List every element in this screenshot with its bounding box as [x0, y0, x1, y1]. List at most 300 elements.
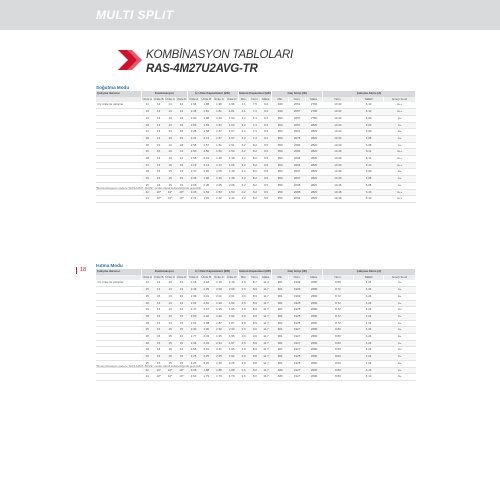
table-cell: 13 [179, 169, 184, 174]
table-cell: 1927 [293, 334, 301, 339]
table-cell: 2.58 [190, 156, 197, 161]
condition-cell [96, 347, 142, 354]
col-energy-class: Enerji Sınıfı [384, 97, 416, 103]
table-cell: 13 [176, 287, 187, 294]
table-cell: 2.05 [216, 169, 222, 174]
col-seer: SEER [353, 275, 384, 281]
table-cell: 2.18 [216, 280, 222, 285]
col-cap-a: Ünite A [188, 96, 199, 101]
table-cell: 3.63 [190, 374, 197, 379]
table-cell: 940 [272, 109, 289, 116]
table-cell: 15 [179, 182, 184, 187]
table-cell: 3.35 [187, 367, 200, 374]
table-cell: 1.95 [216, 334, 222, 339]
table-cell: 13 [145, 115, 149, 120]
col-cap-c: Ünite C [214, 96, 224, 101]
table-cell: 2.18 [228, 280, 235, 285]
table-cell: 2094 [293, 156, 301, 161]
table-cell: 8.83 [323, 340, 354, 347]
table-cell: A++ [384, 149, 416, 156]
table-cell: 1.64 [216, 115, 222, 120]
table-cell: 11.7 [263, 307, 269, 312]
table-cell: 9.0 [249, 367, 260, 374]
table-cell: 2680 [310, 280, 318, 285]
power-input-header: Güç Girişi (W) [272, 91, 323, 97]
table-cell: 901 [277, 307, 283, 312]
table-cell: 8.72 [335, 293, 341, 298]
table-cell: A+ [384, 313, 416, 320]
table-cell: 2.13 [213, 162, 226, 169]
title-line-1: KOMBİNASYON TABLOLARI [146, 49, 294, 61]
table-cell: A+ [397, 374, 402, 379]
table-cell: 1927 [289, 340, 306, 347]
table-cell: 2.01 [216, 293, 222, 298]
table-cell: 2.00 [190, 115, 197, 120]
table-cell: 6.11 [353, 149, 384, 156]
table-cell: 1.79 [228, 374, 235, 379]
col-cap-d: Ünite D [226, 96, 237, 101]
table-cell: 1.57 [213, 135, 226, 142]
table-cell: 1925 [289, 313, 306, 320]
table-cell: 13 [168, 142, 172, 147]
table-row [96, 142, 416, 149]
table-cell: 15 [164, 327, 175, 334]
table-cell: 18 [142, 340, 153, 347]
table-cell: A+ [397, 293, 402, 298]
table-cell: 11.4 [263, 280, 269, 285]
table-cell: 15 [176, 340, 187, 347]
table-cell: 10* [179, 374, 184, 379]
table-cell: 2084 [289, 149, 306, 156]
table-row [96, 162, 416, 169]
table-cell: 15 [157, 360, 161, 365]
table-cell: 2820 [310, 196, 318, 201]
table-cell: 9.0 [249, 327, 260, 334]
table-cell: 13 [176, 149, 187, 156]
table-cell: 2.34 [213, 340, 226, 347]
table-cell: 2.9 [238, 340, 249, 347]
table-cell: 2690 [310, 293, 318, 298]
table-cell: 10.46 [334, 196, 342, 201]
table-cell: 13 [168, 307, 172, 312]
table-cell: 15 [176, 135, 187, 142]
table-cell: 6.09 [365, 129, 372, 134]
table-cell: 9.5 [260, 176, 271, 183]
table-cell: 2.13 [200, 135, 213, 142]
table-cell: 15 [145, 182, 149, 187]
table-cell: 2.62 [187, 300, 200, 307]
combination-header: Kombinasyon [142, 269, 188, 275]
condition-cell [96, 162, 142, 169]
table-cell: 1.58 [203, 129, 210, 134]
table-cell: 8.9 [252, 320, 257, 325]
title-line-2: RAS-4M27U2AVG-TR [146, 63, 258, 75]
table-cell: 2051 [293, 102, 301, 107]
table-cell: 15 [157, 293, 161, 298]
table-cell: 8.83 [323, 327, 354, 334]
table-cell: 1927 [289, 327, 306, 334]
table-cell: 4.2 [241, 169, 246, 174]
table-cell: A+ [384, 367, 416, 374]
table-cell: 9.0 [252, 374, 257, 379]
table-cell: 4.24 [353, 327, 384, 334]
table-cell: 10.33 [323, 135, 354, 142]
table-cell: 6.10 [353, 189, 384, 196]
table-cell: 8.2 [249, 162, 260, 169]
table-cell: 4.2 [241, 196, 246, 201]
col-cap-d: Ünite D [226, 274, 237, 279]
table-cell: 2076 [289, 135, 306, 142]
table-cell: A+ [397, 169, 402, 174]
table-cell: 4.1 [241, 102, 246, 107]
table-cell: 1925 [293, 360, 301, 365]
table-cell: 3.45 [187, 189, 200, 196]
table-cell: 22 [142, 189, 153, 196]
table-cell: 8.83 [335, 334, 341, 339]
table-cell: 10* [153, 189, 164, 196]
table-cell: 15 [157, 307, 161, 312]
table-cell: 6.10 [365, 196, 372, 201]
table-row [96, 374, 416, 381]
table-cell: 15 [145, 307, 149, 312]
table-cell: 10* [153, 367, 164, 374]
table-row [96, 196, 416, 203]
table-cell: 1.51 [216, 142, 222, 147]
table-cell: 22 [142, 367, 153, 374]
table-cell: 13 [176, 300, 187, 307]
table-cell: 4.13 [365, 374, 372, 379]
table-cell: 6.10 [353, 162, 384, 169]
table-cell: 11.7 [260, 313, 271, 320]
col-unit-b: Ünite B [153, 274, 164, 279]
table-cell: 2.50 [187, 149, 200, 156]
table-cell: 18 [142, 313, 153, 320]
table-cell: 4.2 [241, 129, 246, 134]
table-cell: 7.4 [249, 135, 260, 142]
col-unit-c: Ünite C [165, 274, 175, 279]
table-cell: 2.05 [190, 182, 197, 187]
table-cell: 6.11 [365, 156, 372, 161]
table-cell: 2.47 [190, 169, 197, 174]
table-cell: 1.96 [200, 176, 213, 183]
table-cell: 15 [164, 340, 175, 347]
table-cell: 2.9 [238, 287, 249, 294]
table-cell: 901 [277, 347, 283, 352]
condition-cell [96, 340, 142, 347]
col-pw-min: Min. [272, 275, 289, 281]
table-cell: 4.13 [353, 367, 384, 374]
table-cell: A+ [397, 307, 402, 312]
condition-cell [96, 129, 142, 136]
table-cell: 2.9 [241, 293, 246, 298]
table-cell: A+ [397, 334, 402, 339]
table-cell: 15 [153, 162, 164, 169]
table-cell: 1925 [293, 307, 301, 312]
table-cell: 1.97 [225, 340, 238, 347]
table-cell: 2097 [289, 176, 306, 183]
table-cell: 2.34 [187, 340, 200, 347]
table-cell: 13 [176, 109, 187, 116]
table-cell: 13 [157, 129, 161, 134]
table-cell: 4.24 [365, 360, 372, 365]
table-cell: 8.9 [252, 307, 257, 312]
table-cell: 2.49 [187, 287, 200, 294]
table-cell: 2061 [293, 129, 301, 134]
table-cell: 2.30 [200, 327, 213, 334]
table-cell: 15 [153, 149, 164, 156]
table-cell: 2.30 [225, 327, 238, 334]
table-cell: 13 [157, 115, 161, 120]
table-cell: 950 [277, 156, 283, 161]
condition-cell [96, 354, 142, 361]
table-cell: 11.7 [263, 360, 269, 365]
table-cell: 15 [157, 169, 161, 174]
table-cell: 2.9 [241, 347, 246, 352]
table-cell: 2690 [310, 320, 318, 325]
table-cell: 2820 [310, 169, 318, 174]
table-cell: 950 [272, 149, 289, 156]
table-cell: 950 [272, 176, 289, 183]
table-cell: 13 [145, 102, 149, 107]
table-cell: 13 [179, 347, 184, 352]
table-cell: 2690 [310, 347, 318, 352]
table-cell: 2820 [306, 176, 323, 183]
table-cell: 2790 [306, 109, 323, 116]
table-cell: 10.33 [323, 122, 354, 129]
table-cell: 13 [179, 293, 184, 298]
table-cell: 2.62 [200, 300, 213, 307]
table-cell: 950 [272, 162, 289, 169]
table-cell: 950 [277, 169, 283, 174]
table-cell: 6.08 [353, 176, 384, 183]
table-cell: 13 [179, 156, 184, 161]
table-cell: 13 [164, 135, 175, 142]
table-cell: 8.83 [323, 354, 354, 361]
col-cap-a: Ünite A [188, 274, 199, 279]
table-row [96, 149, 416, 156]
table-cell: 13 [176, 313, 187, 320]
table-cell: 10* [179, 196, 184, 201]
table-cell: 8.9 [249, 287, 260, 294]
table-cell: 1.81 [213, 109, 226, 116]
table-cell: A++ [384, 189, 416, 196]
table-cell: 9.5 [264, 196, 269, 201]
table-cell: 18 [142, 122, 153, 129]
table-cell: 15 [164, 162, 175, 169]
table-cell: 1.79 [203, 374, 210, 379]
table-cell: 11.7 [260, 287, 271, 294]
table-cell: 1.96 [228, 102, 235, 107]
table-row [96, 320, 416, 327]
table-cell: 2.9 [241, 320, 246, 325]
table-cell: 2690 [310, 360, 318, 365]
table-cell: 1.92 [225, 313, 238, 320]
table-cell: 1.93 [213, 300, 226, 307]
table-cell: 4.2 [241, 156, 246, 161]
table-cell: 2.47 [190, 307, 197, 312]
table-cell: 1.95 [228, 334, 235, 339]
table-cell: 15 [176, 122, 187, 129]
table-row [96, 327, 416, 334]
table-cell: 1.50 [225, 149, 238, 156]
table-cell: 1.88 [225, 367, 238, 374]
condition-cell: 4 iç ünite ile çalışma [96, 102, 142, 108]
table-cell: 13 [145, 129, 149, 134]
col-energy-class: Enerji Sınıfı [384, 275, 416, 281]
table-cell: 9.5 [260, 149, 271, 156]
table-cell: 2.18 [203, 280, 210, 285]
table-cell: 9.5 [264, 156, 269, 161]
table-cell: 1.95 [216, 307, 222, 312]
table-cell: A++ [397, 196, 403, 201]
table-cell: A+ [397, 115, 402, 120]
page-number: 18 [80, 267, 87, 273]
condition-cell: 4 iç ünite ile çalışma [96, 280, 142, 286]
table-cell: 11.7 [260, 327, 271, 334]
table-cell: 8.72 [323, 300, 354, 307]
col-sys-nom: Nom. [249, 97, 260, 103]
col-sys-max: Maks. [262, 96, 270, 101]
system-capacity-header: Sistem Kapasitesi (kW) [238, 269, 271, 273]
table-cell: 8.72 [335, 307, 341, 312]
table-cell: 940 [277, 102, 283, 107]
table-cell: 13 [168, 156, 172, 161]
table-cell: 2690 [306, 327, 323, 334]
table-cell: 2.25 [190, 360, 197, 365]
table-cell: 1.48 [225, 176, 238, 183]
table-cell: 13 [168, 115, 172, 120]
table-cell: 15 [157, 320, 161, 325]
table-cell: A+ [397, 142, 402, 147]
table-cell: 7.4 [249, 122, 260, 129]
table-cell: 8.9 [249, 300, 260, 307]
table-cell: 2820 [310, 182, 318, 187]
table-cell: 1.48 [216, 156, 222, 161]
table-cell: 2820 [310, 156, 318, 161]
condition-cell [96, 293, 142, 300]
table-cell: 1.48 [228, 156, 235, 161]
table-cell: 8.83 [335, 360, 341, 365]
table-cell: 18 [179, 129, 184, 134]
table-cell: 18 [145, 156, 149, 161]
table-cell: 2098 [289, 189, 306, 196]
col-sys-nom: Nom. [249, 275, 260, 281]
table-cell: 7.4 [249, 109, 260, 116]
table-cell: 1.96 [190, 102, 197, 107]
table-row [96, 109, 416, 116]
table-cell: 2820 [306, 162, 323, 169]
table-cell: A+ [384, 176, 416, 183]
table-cell: 1909 [293, 280, 301, 285]
table-cell: 1.81 [225, 109, 238, 116]
table-cell: 1.81 [200, 109, 213, 116]
table-cell: 18 [179, 142, 184, 147]
table-cell: 18 [145, 320, 149, 325]
table-cell: 13 [179, 307, 184, 312]
table-cell: 1.87 [228, 320, 235, 325]
table-cell: 901 [277, 360, 283, 365]
table-cell: 2097 [293, 169, 301, 174]
table-cell: 1.48 [228, 169, 235, 174]
table-cell: A+ [384, 135, 416, 142]
col-unit-d: Ünite D [176, 274, 187, 279]
table-cell: 2.9 [238, 313, 249, 320]
condition-cell [96, 169, 142, 176]
table-cell: 901 [272, 354, 289, 361]
table-cell: 10.46 [323, 162, 354, 169]
table-cell: 15 [179, 115, 184, 120]
table-cell: 10* [164, 189, 175, 196]
table-cell: A+ [397, 347, 402, 352]
table-cell: 2.31 [203, 347, 210, 352]
table-cell: 15 [168, 182, 172, 187]
table-cell: 2820 [306, 122, 323, 129]
table-cell: 4.2 [238, 189, 249, 196]
table-cell: 1.53 [225, 122, 238, 129]
table-cell: 1.95 [228, 307, 235, 312]
table-cell: 13 [168, 320, 172, 325]
table-cell: 2.9 [238, 327, 249, 334]
condition-cell [96, 287, 142, 294]
table-cell: 901 [272, 287, 289, 294]
table-cell: 2690 [310, 374, 318, 379]
system-capacity-header: Sistem Kapasitesi (kW) [238, 91, 271, 95]
table-cell: 1.92 [225, 354, 238, 361]
table-cell: 13 [153, 122, 164, 129]
table-cell: 2098 [293, 182, 301, 187]
table-cell: 13 [164, 149, 175, 156]
table-cell: 11.7 [260, 367, 271, 374]
table-cell: 8.55 [335, 280, 341, 285]
table-cell: 15 [179, 360, 184, 365]
table-cell: 10.46 [323, 176, 354, 183]
table-cell: 2.30 [213, 327, 226, 334]
table-cell: 18 [145, 169, 149, 174]
table-cell: 8.9 [249, 340, 260, 347]
page-title [146, 48, 293, 76]
table-cell: 6.09 [353, 122, 384, 129]
table-cell: 10* [167, 374, 173, 379]
col-unit-b: Ünite B [153, 96, 164, 101]
table-cell: 2.58 [190, 142, 197, 147]
table-cell: 2.05 [203, 169, 210, 174]
table-cell: 2.34 [200, 340, 213, 347]
condition-cell [96, 109, 142, 116]
table-cell: 8.9 [249, 313, 260, 320]
table-cell: 15 [176, 327, 187, 334]
table-cell: 1.87 [216, 320, 222, 325]
cooling-footnote: *Bu kombinasyon sadece "RAS-10MT...BAVE" model olarak kullanıldığında geçerlidir. [96, 186, 202, 190]
table-cell: 1.98 [203, 115, 210, 120]
table-cell: 4.24 [353, 287, 384, 294]
table-cell: 8.2 [249, 189, 260, 196]
table-cell: 15 [157, 334, 161, 339]
table-cell: 950 [277, 142, 283, 147]
header-band [0, 0, 500, 30]
table-cell: 901 [277, 280, 283, 285]
table-cell: 13 [142, 162, 153, 169]
table-cell: 2690 [306, 313, 323, 320]
table-cell: 15 [179, 320, 184, 325]
table-cell: A+ [384, 300, 416, 307]
table-cell: 10* [176, 367, 187, 374]
condition-cell [96, 135, 142, 142]
table-cell: 18 [157, 347, 161, 352]
table-cell: 2.40 [200, 313, 213, 320]
table-row [96, 129, 416, 136]
table-cell: 10.33 [334, 115, 342, 120]
condition-cell [96, 115, 142, 122]
